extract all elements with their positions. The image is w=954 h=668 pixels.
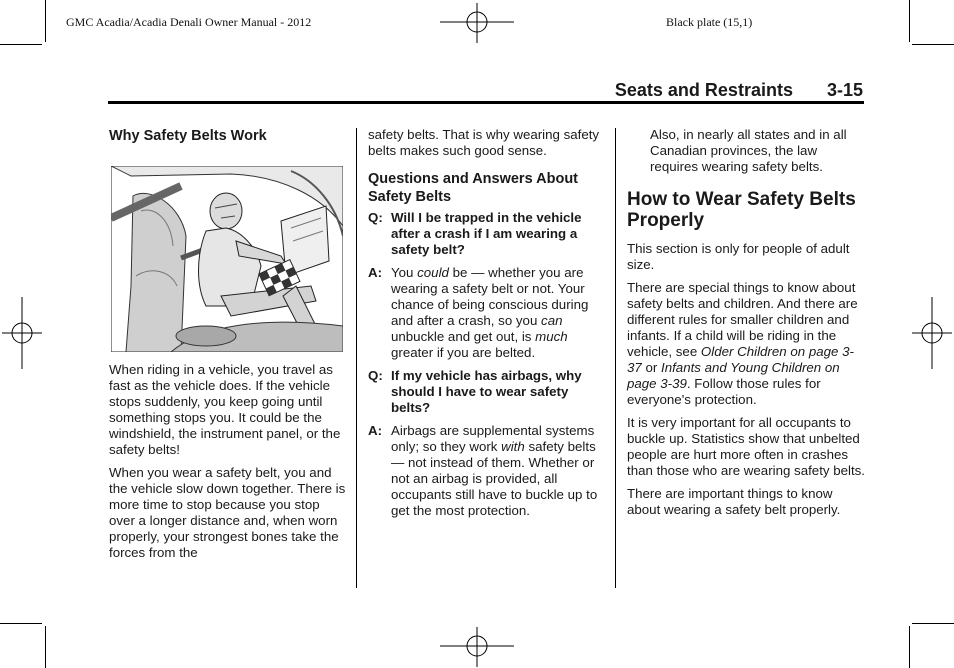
paragraph: Also, in nearly all states and in all Canadian provinces, the law requires wearing safety belts. bbox=[650, 127, 847, 174]
manual-title: GMC Acadia/Acadia Denali Owner Manual - 2012 bbox=[66, 15, 312, 29]
crop-mark bbox=[0, 623, 42, 624]
paragraph: There are special things to know about safety belts and children. And there are different rules for smaller children and infants. If a child will be riding in the vehicle, see Older Children on page 3-37 or Infants and Young Children on page 3-39. Follow those rules for everyone's protection. bbox=[627, 280, 858, 407]
registration-mark-icon bbox=[440, 627, 514, 667]
answer bbox=[368, 265, 606, 361]
crop-mark bbox=[909, 0, 910, 42]
cross-reference-link[interactable]: Older Children on page 3-37 bbox=[627, 344, 854, 375]
registration-mark-icon bbox=[2, 297, 42, 369]
paragraph: It is very important for all occupants to buckle up. Statistics show that unbelted people are hurt more often in crashes than those who are wearing safety belts. bbox=[627, 415, 866, 478]
section-heading: Why Safety Belts Work bbox=[109, 128, 267, 144]
question-text: Will I be trapped in the vehicle after a crash if I am wearing a safety belt? bbox=[391, 210, 582, 257]
seated-occupant-illustration-icon bbox=[111, 166, 343, 352]
crop-mark bbox=[909, 626, 910, 668]
column-2 bbox=[368, 127, 606, 526]
paragraph: When riding in a vehicle, you travel as fast as the vehicle does. If the vehicle stops suddenly, you keep going until something stops you. It could be the windshield, the instrument panel, or the safety belts! bbox=[109, 362, 341, 457]
q-label: Q: bbox=[368, 368, 383, 383]
question bbox=[368, 368, 606, 416]
cross-reference-link[interactable]: Infants and Young Children on page 3-39 bbox=[627, 360, 840, 391]
answer-text: Airbags are supplemental systems only; so they work with safety belts — not instead of them. Whether or not an airbag is provided, all occupants still have to buckle up to get the most protection. bbox=[391, 423, 598, 518]
registration-mark-icon bbox=[912, 297, 952, 369]
q-label: Q: bbox=[368, 210, 383, 225]
paragraph: This section is only for people of adult size. bbox=[627, 241, 850, 272]
crop-mark bbox=[0, 44, 42, 45]
column-divider bbox=[356, 128, 357, 588]
section-heading: Questions and Answers About Safety Belts bbox=[368, 171, 579, 205]
answer-text: You could be — whether you are wearing a safety belt or not. Your chance of being conscious during and after a crash, so you can unbuckle and get out, is much greater if you are belted. bbox=[391, 265, 589, 360]
section-title: Seats and Restraints bbox=[614, 80, 793, 100]
a-label: A: bbox=[368, 265, 383, 280]
column-1-body bbox=[109, 362, 349, 568]
paragraph: safety belts. That is why wearing safety belts makes such good sense. bbox=[368, 127, 600, 158]
page-number: 3-15 bbox=[826, 80, 863, 100]
crop-mark bbox=[912, 623, 954, 624]
crop-mark bbox=[912, 44, 954, 45]
crop-mark bbox=[45, 0, 46, 42]
answer bbox=[368, 423, 606, 519]
question-text: If my vehicle has airbags, why should I have to wear safety belts? bbox=[391, 368, 582, 415]
crop-mark bbox=[45, 626, 46, 668]
section-heading: How to Wear Safety Belts Properly bbox=[627, 189, 856, 231]
column-1 bbox=[109, 127, 349, 153]
question bbox=[368, 210, 606, 258]
plate-label: Black plate (15,1) bbox=[666, 15, 753, 29]
header-rule bbox=[108, 101, 864, 104]
column-divider bbox=[615, 128, 616, 588]
paragraph: When you wear a safety belt, you and the vehicle slow down together. There is more time to stop because you stop over a longer distance and, when worn properly, your strongest bones take the forces from the bbox=[109, 465, 346, 560]
registration-mark-icon bbox=[440, 3, 514, 43]
paragraph: There are important things to know about wearing a safety belt properly. bbox=[627, 486, 841, 517]
column-3 bbox=[627, 127, 865, 525]
a-label: A: bbox=[368, 423, 383, 438]
running-head bbox=[615, 80, 863, 101]
